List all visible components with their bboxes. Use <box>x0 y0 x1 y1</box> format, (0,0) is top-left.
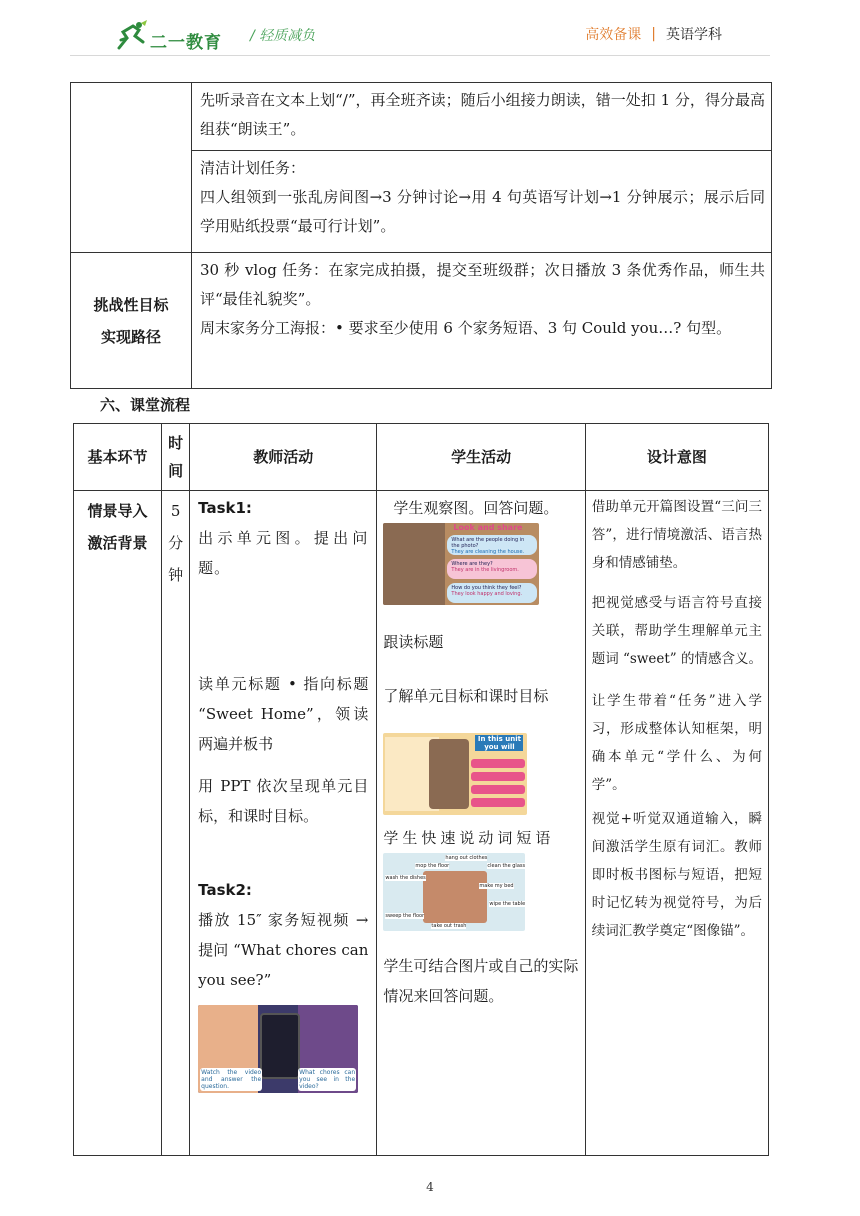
header-time <box>162 424 190 491</box>
table-cell <box>192 253 772 389</box>
cell-text: 30 秒 vlog 任务：在家完成拍摄，提交至班级群；次日播放 3 条优秀作品，师生共评“最佳礼貌奖”。 <box>200 261 765 308</box>
ls-answer-3: They look happy and loving. <box>451 591 523 597</box>
ls-answer-2: They are in the livingroom. <box>451 567 519 573</box>
video-caption-right: What chores can you see in the video? <box>299 1069 356 1090</box>
ls-answer-1: They are cleaning the house. <box>451 549 525 555</box>
tag-subject: 英语学科 <box>666 27 722 43</box>
header-divider <box>70 55 770 56</box>
student-text-5: 学生可结合图片或自己的实际情况来回答问题。 <box>383 957 579 1005</box>
table-row <box>71 83 772 151</box>
cell-text: 先听录音在文本上划“/”，再全班齐读；随后小组接力朗读，错一处扣 1 分，得分最高组获“朗读王”。 <box>200 91 765 138</box>
subject-tags <box>585 24 722 44</box>
video-caption-left: Watch the video and answer the question. <box>201 1069 262 1090</box>
header-student: 学生活动 <box>377 424 585 491</box>
design-intent-cell <box>585 491 768 1156</box>
lesson-flow-table <box>73 423 769 1156</box>
time-cell <box>162 491 190 1156</box>
page-number: 4 <box>426 1180 434 1194</box>
intent-text-3: 让学生带着“任务”进入学习，形成整体认知框架，明确本单元“学什么、为何学”。 <box>591 693 762 793</box>
ls-question-3: How do you think they feel? <box>451 585 522 591</box>
time-char: 分 <box>168 534 184 552</box>
header-teacher: 教师活动 <box>190 424 377 491</box>
stage-line: 激活背景 <box>87 534 148 552</box>
cell-text: 周末家务分工海报：• 要求至少使用 6 个家务短语、3 句 Could you…? 句型。 <box>200 319 732 337</box>
table-row <box>71 253 772 389</box>
unit-goals-image <box>383 733 527 815</box>
look-and-share-image <box>383 523 539 605</box>
task1-title: Task1: <box>198 499 252 517</box>
cell-text: 清洁计划任务： <box>200 159 306 177</box>
row-label-line: 实现路径 <box>100 327 161 346</box>
task1-text: 出示单元图。提出问题。 <box>198 529 369 577</box>
page-header <box>0 0 860 70</box>
chore-label: take out trash <box>431 923 467 929</box>
chore-label: sweep the floor <box>385 913 425 919</box>
table-row <box>74 491 769 1156</box>
cell-text: 四人组领到一张乱房间图→3 分钟讨论→用 4 句英语写计划→1 分钟展示；展示后同学用贴纸投票“最可行计划”。 <box>200 188 765 235</box>
tag-efficient-prep: 高效备课 <box>585 27 642 43</box>
row-label-line: 挑战性目标 <box>93 295 169 314</box>
teacher-activity-cell <box>190 491 377 1156</box>
chore-label: wash the dishes <box>385 875 426 881</box>
ppt-text: 用 PPT 依次呈现单元目标，和课时目标。 <box>198 777 369 825</box>
time-char: 钟 <box>168 566 184 584</box>
logo-text: 二一教育 <box>150 33 222 53</box>
header-intent: 设计意图 <box>585 424 768 491</box>
intent-text-2: 把视觉感受与语言符号直接关联，帮助学生理解单元主题词 “sweet” 的情感含义。 <box>591 595 762 667</box>
student-text-3: 了解单元目标和课时目标 <box>383 687 549 705</box>
chore-label: make my bed <box>479 883 514 889</box>
look-share-title: Look and share <box>453 523 523 532</box>
chore-label: mop the floor <box>415 863 450 869</box>
ls-question-1: What are the people doing in the photo? <box>451 537 525 549</box>
task2-text: 播放 15″ 家务短视频 →提问 “What chores can you see?” <box>198 911 369 989</box>
table-header-row <box>74 424 769 491</box>
task2-title: Task2: <box>198 881 252 899</box>
intent-text-4: 视觉+听觉双通道输入，瞬间激活学生原有词汇。教师即时板书图标与短语，把短时记忆转为视觉符号，为后续词汇教学奠定“图像锚”。 <box>591 811 762 939</box>
unit-goals-title: In this unit you will <box>475 735 523 751</box>
student-activity-cell <box>377 491 585 1156</box>
table-cell <box>192 83 772 151</box>
header-time-2: 间 <box>168 462 184 480</box>
row-label-empty <box>71 83 192 253</box>
chore-label: wipe the table <box>489 901 526 907</box>
header-time-1: 时 <box>168 434 184 452</box>
student-text-1: 学生观察图。回答问题。 <box>393 499 559 517</box>
video-screenshot <box>198 1005 358 1093</box>
chore-label: hang out clothes <box>445 855 488 861</box>
ls-question-2: Where are they? <box>451 561 493 567</box>
table-cell <box>192 151 772 253</box>
chore-label: clean the glass <box>487 863 526 869</box>
tag-separator: | <box>651 26 656 42</box>
student-text-4: 学生快速说动词短语 <box>383 829 555 847</box>
header-stage: 基本环节 <box>74 424 162 491</box>
stage-line: 情景导入 <box>87 502 148 520</box>
implementation-table <box>70 82 772 389</box>
student-text-2: 跟读标题 <box>383 633 444 651</box>
section-title: 六、课堂流程 <box>100 396 191 414</box>
slogan: / 轻质减负 <box>250 28 316 44</box>
row-label <box>71 253 192 389</box>
intent-text-1: 借助单元开篇图设置“三问三答”，进行情境激活、语言热身和情感铺垫。 <box>591 499 762 571</box>
read-title-text: 读单元标题 • 指向标题 “Sweet Home”，领读两遍并板书 <box>198 675 369 753</box>
chores-image <box>383 853 525 931</box>
time-char: 5 <box>170 502 181 520</box>
stage-cell <box>74 491 162 1156</box>
